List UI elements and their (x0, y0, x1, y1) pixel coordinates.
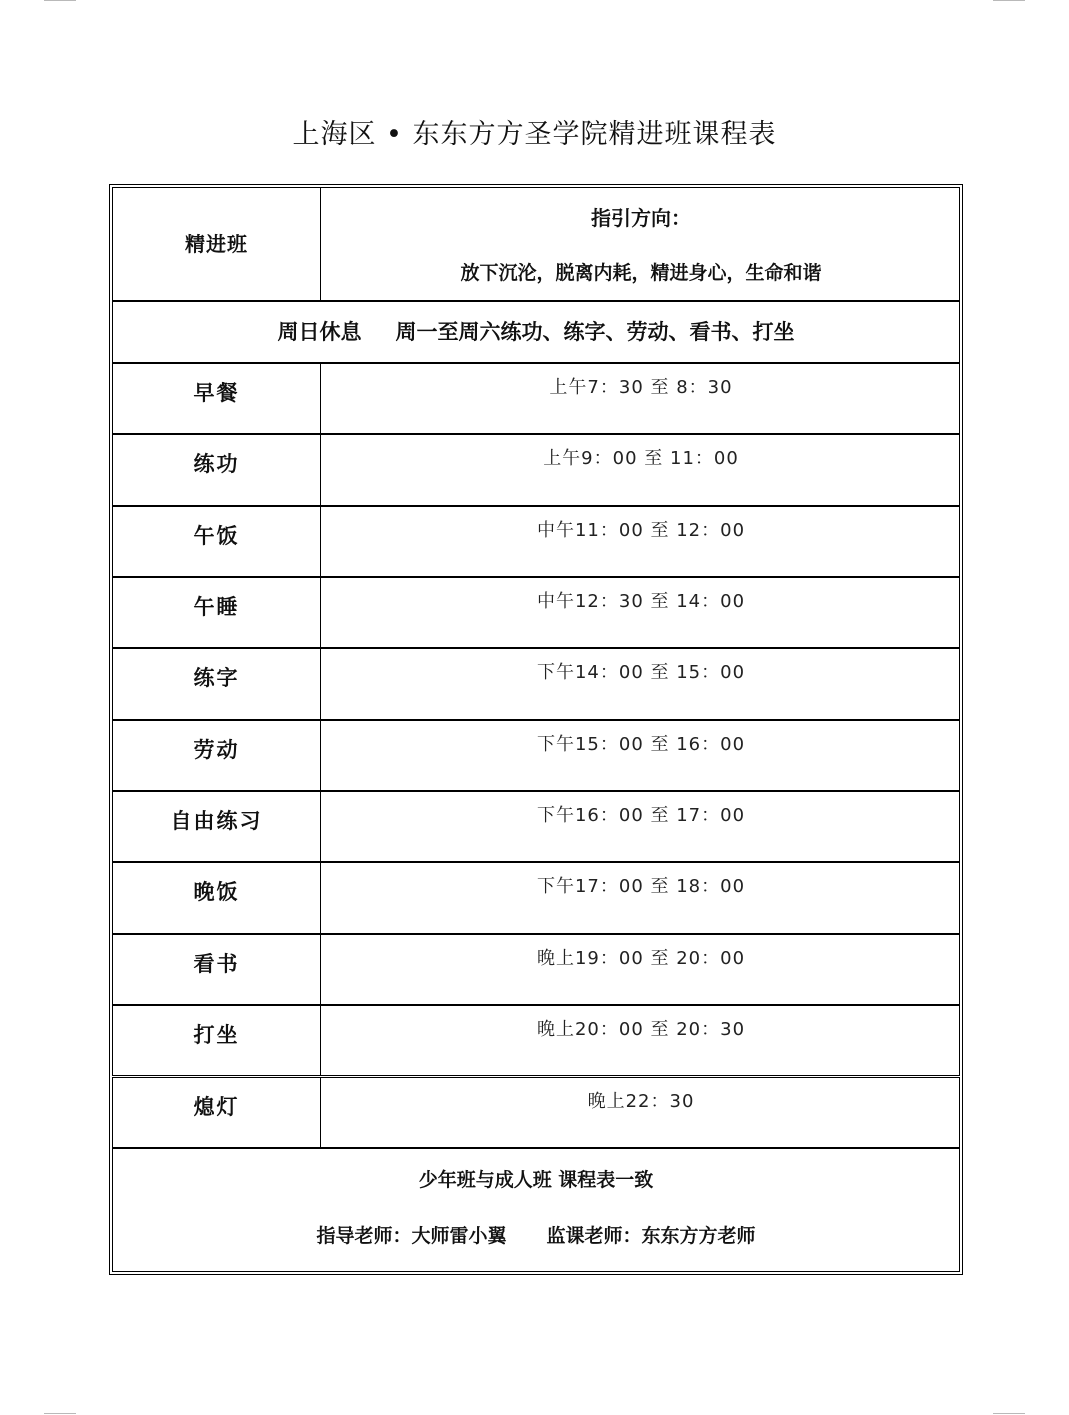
schedule-row (112, 862, 960, 933)
activity-label: 自由练习 (170, 808, 263, 834)
time-range: 晚上22：30 (587, 1090, 695, 1112)
time-range: 下午14：00 至 15：00 (536, 662, 746, 684)
activity-cell (113, 935, 321, 1004)
schedule-row (112, 934, 960, 1005)
time-range: 中午12：30 至 14：00 (536, 591, 746, 613)
rest-note-row (112, 301, 960, 363)
activity-label: 早餐 (193, 380, 240, 405)
activity-cell (113, 1006, 321, 1075)
time-cell (323, 792, 959, 861)
time-range: 中午11：00 至 12：00 (536, 519, 746, 541)
activity-label: 劳动 (193, 736, 240, 762)
time-cell (323, 935, 959, 1004)
activity-label: 练字 (193, 665, 240, 691)
corner-mark-bottom-right (993, 1413, 1025, 1414)
footer-row (112, 1148, 960, 1272)
activity-cell (113, 649, 321, 718)
schedule-table (109, 184, 963, 1275)
time-cell (323, 863, 959, 932)
page-title: 上海区 • 东东方方圣学院精进班课程表 (292, 119, 777, 150)
time-cell (323, 649, 959, 718)
time-range: 下午16：00 至 17：00 (536, 805, 746, 827)
header-row (112, 187, 960, 301)
class-name-cell (113, 188, 321, 300)
direction-text: 放下沉沦，脱离内耗，精进身心，生命和谐 (460, 262, 822, 284)
supervisor-teacher: 监课老师：东东方方老师 (546, 1225, 756, 1247)
activity-cell (113, 507, 321, 576)
time-cell (323, 435, 959, 504)
rest-note-sunday: 周日休息 (277, 320, 362, 344)
activity-cell (113, 1078, 321, 1147)
rest-note-weekdays: 周一至周六练功、练字、劳动、看书、打坐 (395, 320, 795, 344)
schedule-row (112, 577, 960, 648)
time-range: 下午15：00 至 16：00 (536, 733, 746, 755)
schedule-row (112, 720, 960, 791)
activity-label: 打坐 (193, 1022, 240, 1048)
corner-mark-top-left (44, 0, 76, 1)
time-range: 下午17：00 至 18：00 (536, 876, 746, 898)
rest-note (113, 316, 959, 346)
activity-cell (113, 721, 321, 790)
activity-cell (113, 364, 321, 433)
schedule-row (112, 506, 960, 577)
schedule-row (112, 434, 960, 505)
time-cell (323, 507, 959, 576)
time-range: 上午9：00 至 11：00 (543, 448, 739, 470)
schedule-row (112, 648, 960, 719)
activity-label: 午睡 (193, 594, 240, 620)
footer-note: 少年班与成人班 课程表一致 (418, 1169, 654, 1191)
activity-cell (113, 863, 321, 932)
schedule-row (112, 791, 960, 862)
time-range: 晚上20：00 至 20：30 (536, 1019, 746, 1041)
activity-cell (113, 792, 321, 861)
time-range: 晚上19：00 至 20：00 (536, 947, 746, 969)
time-cell (323, 578, 959, 647)
corner-mark-bottom-left (44, 1413, 76, 1414)
guide-teacher: 指导老师：大师雷小翼 (316, 1225, 507, 1247)
schedule-row (112, 1077, 960, 1148)
time-cell (323, 1006, 959, 1075)
time-cell (323, 721, 959, 790)
time-cell (323, 364, 959, 433)
activity-label: 午饭 (193, 522, 240, 548)
direction-cell (323, 188, 959, 300)
activity-label: 晚饭 (193, 879, 240, 905)
activity-cell (113, 578, 321, 647)
class-name: 精进班 (185, 232, 248, 256)
activity-label: 看书 (193, 950, 240, 976)
activity-label: 熄灯 (193, 1093, 240, 1119)
activity-label: 练功 (193, 451, 240, 477)
schedule-row (112, 363, 960, 434)
activity-cell (113, 435, 321, 504)
time-range: 上午7：30 至 8：30 (549, 377, 733, 398)
direction-label: 指引方向： (591, 206, 691, 230)
schedule-row (112, 1005, 960, 1076)
corner-mark-top-right (993, 0, 1025, 1)
time-cell (323, 1078, 959, 1147)
footer-teachers (113, 1221, 959, 1248)
